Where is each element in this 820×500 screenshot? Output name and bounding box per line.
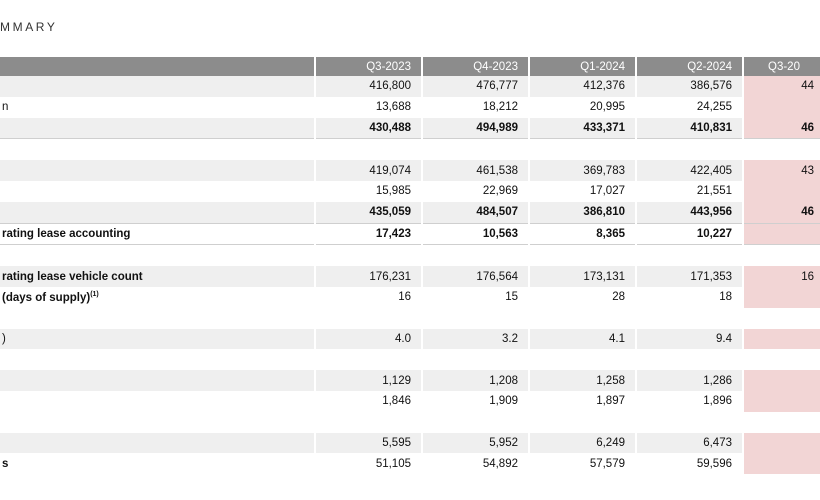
- value-cell: 386,810: [529, 202, 636, 223]
- row-label: [0, 118, 315, 139]
- value-cell: 20,995: [529, 97, 636, 118]
- row-label: [0, 245, 315, 266]
- value-cell: 1,286: [636, 370, 743, 391]
- table-row: [0, 308, 820, 329]
- value-cell: 21,551: [636, 181, 743, 202]
- header-label-cell: [0, 57, 315, 76]
- value-cell: 43: [743, 160, 820, 181]
- value-cell: [315, 139, 422, 160]
- row-label-text: ): [2, 332, 6, 345]
- value-cell: [743, 412, 820, 433]
- table-row: [0, 97, 820, 118]
- value-cell: [529, 245, 636, 266]
- table-row: [0, 160, 820, 181]
- table-row: [0, 76, 820, 97]
- value-cell: 410,831: [636, 118, 743, 139]
- value-cell: 16: [315, 287, 422, 308]
- value-cell: 10,563: [422, 223, 529, 245]
- row-label: [0, 308, 315, 329]
- value-cell: 1,897: [529, 391, 636, 412]
- value-cell: 28: [529, 287, 636, 308]
- row-label: [0, 433, 315, 454]
- value-cell: [743, 308, 820, 329]
- row-label-text: (days of supply): [2, 291, 91, 304]
- value-cell: 433,371: [529, 118, 636, 139]
- value-cell: 51,105: [315, 453, 422, 474]
- table-row: [0, 433, 820, 454]
- value-cell: 1,208: [422, 370, 529, 391]
- header-q3-2024: Q3-20: [743, 57, 820, 76]
- value-cell: [743, 370, 820, 391]
- page-title: MMARY: [0, 20, 58, 34]
- row-label-text: s: [2, 457, 9, 470]
- value-cell: [315, 308, 422, 329]
- row-label: [0, 287, 315, 308]
- row-label: [0, 349, 315, 370]
- table-row: [0, 202, 820, 223]
- value-cell: 17,027: [529, 181, 636, 202]
- value-cell: [743, 97, 820, 118]
- value-cell: 18: [636, 287, 743, 308]
- value-cell: 18,212: [422, 97, 529, 118]
- value-cell: 1,258: [529, 370, 636, 391]
- value-cell: 419,074: [315, 160, 422, 181]
- header-q1-2024: Q1-2024: [529, 57, 636, 76]
- value-cell: 16: [743, 266, 820, 287]
- value-cell: 22,969: [422, 181, 529, 202]
- value-cell: [636, 412, 743, 433]
- value-cell: [529, 308, 636, 329]
- value-cell: 3.2: [422, 329, 529, 350]
- value-cell: 173,131: [529, 266, 636, 287]
- value-cell: [422, 139, 529, 160]
- value-cell: 8,365: [529, 223, 636, 245]
- value-cell: [422, 349, 529, 370]
- header-q3-2023: Q3-2023: [315, 57, 422, 76]
- value-cell: 1,909: [422, 391, 529, 412]
- value-cell: 416,800: [315, 76, 422, 97]
- table-row: [0, 391, 820, 412]
- value-cell: [636, 245, 743, 266]
- value-cell: 386,576: [636, 76, 743, 97]
- value-cell: 176,231: [315, 266, 422, 287]
- value-cell: 13,688: [315, 97, 422, 118]
- value-cell: 1,896: [636, 391, 743, 412]
- row-label: [0, 97, 315, 118]
- value-cell: [743, 329, 820, 350]
- table-row: [0, 370, 820, 391]
- value-cell: 461,538: [422, 160, 529, 181]
- value-cell: 17,423: [315, 223, 422, 245]
- row-label-text: rating lease accounting: [2, 227, 131, 240]
- row-label: [0, 76, 315, 97]
- value-cell: 443,956: [636, 202, 743, 223]
- value-cell: 484,507: [422, 202, 529, 223]
- value-cell: 54,892: [422, 453, 529, 474]
- value-cell: [315, 349, 422, 370]
- value-cell: [743, 181, 820, 202]
- header-q4-2023: Q4-2023: [422, 57, 529, 76]
- table-row: [0, 181, 820, 202]
- value-cell: [422, 412, 529, 433]
- row-label: [0, 412, 315, 433]
- value-cell: 176,564: [422, 266, 529, 287]
- table-row: [0, 453, 820, 474]
- row-label: [0, 370, 315, 391]
- row-label: [0, 453, 315, 474]
- table-row: [0, 223, 820, 245]
- table-row: [0, 266, 820, 287]
- value-cell: 430,488: [315, 118, 422, 139]
- value-cell: [529, 349, 636, 370]
- value-cell: [743, 139, 820, 160]
- value-cell: [529, 139, 636, 160]
- value-cell: [636, 308, 743, 329]
- value-cell: 46: [743, 118, 820, 139]
- value-cell: 15: [422, 287, 529, 308]
- table-row: [0, 139, 820, 160]
- value-cell: 171,353: [636, 266, 743, 287]
- value-cell: 5,595: [315, 433, 422, 454]
- table-row: [0, 287, 820, 308]
- table-row: [0, 118, 820, 139]
- value-cell: [422, 245, 529, 266]
- value-cell: 6,473: [636, 433, 743, 454]
- value-cell: [422, 308, 529, 329]
- row-label: [0, 266, 315, 287]
- row-label-text: n: [2, 101, 9, 114]
- value-cell: [636, 349, 743, 370]
- table-row: [0, 245, 820, 266]
- value-cell: 1,846: [315, 391, 422, 412]
- row-label: [0, 329, 315, 350]
- table-row: [0, 412, 820, 433]
- value-cell: 9.4: [636, 329, 743, 350]
- value-cell: 412,376: [529, 76, 636, 97]
- value-cell: 59,596: [636, 453, 743, 474]
- footnote-marker: (1): [90, 290, 99, 298]
- value-cell: [743, 391, 820, 412]
- value-cell: [315, 245, 422, 266]
- value-cell: [315, 412, 422, 433]
- value-cell: 46: [743, 202, 820, 223]
- value-cell: 15,985: [315, 181, 422, 202]
- value-cell: [743, 223, 820, 245]
- value-cell: 369,783: [529, 160, 636, 181]
- value-cell: 24,255: [636, 97, 743, 118]
- value-cell: [743, 245, 820, 266]
- table-row: [0, 329, 820, 350]
- value-cell: 57,579: [529, 453, 636, 474]
- row-label-text: rating lease vehicle count: [2, 270, 143, 283]
- value-cell: 6,249: [529, 433, 636, 454]
- table-body: [0, 76, 820, 474]
- value-cell: [636, 139, 743, 160]
- header-q2-2024: Q2-2024: [636, 57, 743, 76]
- value-cell: 5,952: [422, 433, 529, 454]
- row-label: [0, 202, 315, 223]
- row-label: [0, 223, 315, 245]
- value-cell: 476,777: [422, 76, 529, 97]
- row-label: [0, 391, 315, 412]
- value-cell: 44: [743, 76, 820, 97]
- value-cell: 422,405: [636, 160, 743, 181]
- value-cell: [743, 453, 820, 474]
- value-cell: 4.1: [529, 329, 636, 350]
- value-cell: 4.0: [315, 329, 422, 350]
- row-label: [0, 139, 315, 160]
- value-cell: [743, 349, 820, 370]
- table-row: [0, 349, 820, 370]
- header-row: [0, 57, 820, 76]
- value-cell: [743, 287, 820, 308]
- financial-summary-table: [0, 57, 820, 474]
- value-cell: 494,989: [422, 118, 529, 139]
- row-label: [0, 181, 315, 202]
- row-label: [0, 160, 315, 181]
- value-cell: [743, 433, 820, 454]
- value-cell: 1,129: [315, 370, 422, 391]
- value-cell: [529, 412, 636, 433]
- value-cell: 10,227: [636, 223, 743, 245]
- value-cell: 435,059: [315, 202, 422, 223]
